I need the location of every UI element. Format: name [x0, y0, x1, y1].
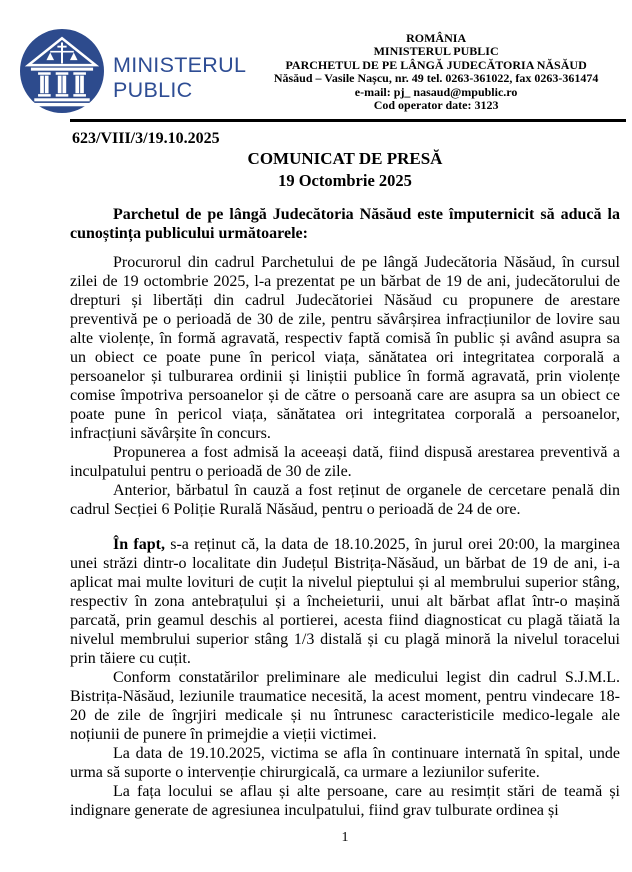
letterhead-institution: MINISTERUL PUBLIC: [373, 44, 499, 59]
intro-paragraph: Parchetul de pe lângă Judecătoria Năsăud este împuternicit să aducă la cunoștința publicului următoarele:: [70, 206, 620, 242]
letterhead-operator-code: Cod operator date: 3123: [373, 98, 499, 113]
body-paragraph-4: [70, 535, 620, 668]
body-paragraph-7: La fața locului se aflau și alte persoane, care au resimțit stări de teamă și indignare generate de agresiunea inculpatului, fiind grav tulburate ordinea și: [70, 783, 620, 819]
logo-wordmark: [113, 53, 246, 103]
body-paragraph-5: Conform constatărilor preliminare ale medicului legist din cadrul S.J.M.L. Bistrița-Năsăud, leziunile traumatice necesită, la acest moment, pentru vindecare 18-20 de zile de îngrjiri medicale și nu întrunesc caracteristicile medico-legale ale noțiunii de punere în primejdie a vieții victimei.: [70, 669, 620, 743]
letterhead-office: PARCHETUL DE PE LÂNGĂ JUDECĂTORIA NĂSĂUD: [285, 57, 587, 72]
letterhead-address: Năsăud – Vasile Nașcu, nr. 49 tel. 0263-361022, fax 0263-361474: [273, 71, 599, 86]
body-paragraph-3: Anterior, bărbatul în cauză a fost reținut de organele de cercetare penală din cadrul Secției 6 Poliție Rurală Năsăud, pentru o perioadă de 24 de ore.: [70, 482, 620, 518]
page-number: 1: [341, 830, 349, 845]
page-title: COMUNICAT DE PRESĂ: [247, 149, 443, 168]
document-date: 19 Octombrie 2025: [278, 171, 412, 190]
in-fact-rest: s-a reținut că, la data de 18.10.2025, în jurul orei 20:00, la marginea unei străzi dintr-o localitate din Județul Bistrița-Năsăud, un bărbat de 19 de ani, i-a aplicat mai multe lovituri de cuțit la nivelul pieptului și al membrului superior stâng, respectiv în zona antebrațului și a încheieturii, unui alt bărbat aflat într-o mașină parcată, prin geamul deschis al portierei, acesta fiind diagnosticat cu plagă tăiată la nivelul membrului superior stâng 1/3 distală și cu plagă minoră la nivelul toracelui prin tăiere cu cuțit.: [70, 536, 621, 667]
letterhead-email: e-mail: pj_ nasaud@mpublic.ro: [354, 84, 518, 99]
justice-temple-icon: [20, 29, 104, 113]
letterhead-text-block: [246, 29, 626, 112]
body-paragraph-2: Propunerea a fost admisă la aceeași dată, fiind dispusă arestarea preventivă a inculpatului pentru o perioadă de 30 de zile.: [70, 444, 620, 480]
body-paragraph-1: Procurorul din cadrul Parchetului de pe lângă Judecătoria Năsăud, în cursul zilei de 19 octombrie 2025, l-a prezentat pe un bărbat de 19 de ani, judecătorului de drepturi și libertăți din cadrul Judecătoriei Năsăud cu propunere de arestare preventivă pe o perioadă de 30 de zile, pentru săvârșirea infracțiunilor de lovire sau alte violențe, în formă agravată, respectiv faptă comisă în public și având asupra sa un obiect ce poate pune în pericol viața, sănătatea ori integritatea corporală a persoanelor și tulburarea ordinii și liniștii publice în formă agravată, prin violențe comise împotriva persoanelor și de către o persoană care are asupra sa un obiect ce poate pune în pericol viața, sănătatea ori integritatea corporală a persoanelor, infracțiuni săvârșite în concurs.: [70, 254, 620, 442]
logo-wordmark-line2: PUBLIC: [113, 78, 193, 102]
ministerul-public-logo: [20, 29, 246, 113]
body-paragraph-6: La data de 19.10.2025, victima se afla în continuare internată în spital, unde urma să suporte o intervenție chirurgicală, ca urmare a leziunilor suferite.: [70, 745, 620, 781]
document-body: [70, 205, 620, 820]
header-divider: [70, 119, 626, 122]
letterhead-country: ROMÂNIA: [406, 31, 467, 45]
in-fact-lead: În fapt,: [113, 536, 165, 553]
document-content: [70, 130, 620, 820]
logo-wordmark-line1: MINISTERUL: [113, 53, 247, 77]
document-reference: 623/VIII/3/19.10.2025: [72, 130, 220, 147]
letterhead: [0, 0, 632, 113]
